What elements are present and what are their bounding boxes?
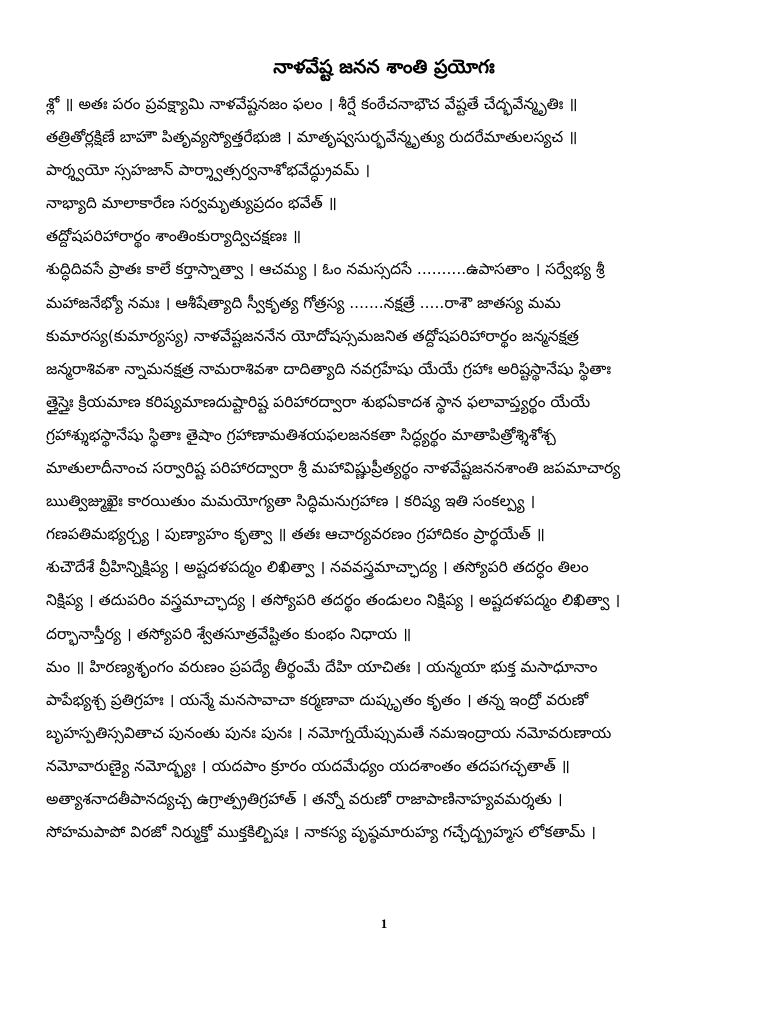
text-line: దర్భానాస్తీర్య । తస్యోపరి శ్వేతసూత్రవేష్టితం కుంభం నిధాయ ॥ [46, 624, 412, 643]
text-line: తద్దోషపరిహారార్థం శాంతింకుర్యాద్విచక్షణః ॥ [46, 227, 302, 246]
text-line: త్తైస్తైః క్రియమాణ కరిష్యమాణదుష్టారిష్ట పరిహారద్వారా శుభఏకాదశ స్థాన ఫలావాప్త్యర్థం యేయే [46, 392, 591, 411]
text-line: శుచౌదేశే వ్రీహిన్నిక్షిప్య । అష్టదళపద్మం లిఖిత్వా । నవవస్త్రమాచ్ఛాద్య । తస్యోపరి తదర్ధం తిలం [46, 558, 589, 577]
text-line: శ్లో ॥ అతః పరం ప్రవక్ష్యామి నాళవేష్టనజం ఫలం । శీర్షే కంఠేచనాభౌచ వేష్టతే చేద్భవేన్మృతిః ॥ [46, 95, 578, 113]
text-line: కుమారస్య(కుమార్యస్య) నాళవేష్టజననేన యోదోషస్సమజనిత తద్దోషపరిహారార్థం జన్మనక్షత్ర [46, 326, 579, 345]
document-title: నాళవేష్ట జనన శాంతి ప్రయోగః [273, 56, 495, 78]
text-line: బృహస్పతిస్సవితాచ పునంతు పునః పునః । నమోగ్నయేప్సుమతే నమఇంద్రాయ నమోవరుణాయ [46, 723, 612, 742]
text-line: తత్రితోర్లక్షిణే బాహౌ పితృవ్యస్యోత్తరేభుజి । మాతృష్వసుర్భవేన్మృత్యు రుదరేమాతులస్యచ ॥ [46, 128, 578, 147]
text-line: గణపతిమభ్యర్చ్య । పుణ్యాహం కృత్వా ॥ తతః ఆచార్యవరణం గ్రహాదికం ప్రార్థయేత్ ॥ [46, 525, 545, 544]
text-line: ఋత్విజ్ముఖైః కారయితుం మమయోగ్యతా సిద్ధిమనుగ్రహాణ । కరిష్య ఇతి సంకల్ప్య । [46, 492, 536, 511]
text-line: మహాజనేభ్యో నమః । ఆశీషేత్యాది స్వీకృత్య గోత్రస్య .......నక్షత్రే .....రాశౌ జాతస్య మమ [46, 293, 561, 312]
page-number: 1 [380, 916, 388, 931]
text-line: సోహమపాపో విరజో నిర్ముక్తో ముక్తకిల్బిషః । నాకస్య పృష్ఠమారుహ్య గచ్ఛేద్బ్రహ్మస లోకతామ్ । [46, 823, 597, 842]
document-body [46, 88, 736, 849]
text-line: పాపేభ్యశ్చ ప్రతిగ్రహః । యన్మే మనసావాచా కర్మణావా దుష్కృతం కృతం । తన్న ఇంద్రో వరుణో [46, 690, 589, 709]
text-line: నిక్షిప్య । తదుపరిం వస్త్రమాచ్ఛాద్య । తస్యోపరి తదర్థం తండులం నిక్షిప్య । అష్టదళపద్మం లిఖిత్వా । [46, 591, 621, 610]
text-line: పార్శ్వయో స్సహజాన్ పార్శ్వాత్సర్వనాశోభవేద్ధ్రువమ్ । [46, 161, 371, 180]
text-line: మం ॥ హిరణ్యశృంగం వరుణం ప్రపద్యే తీర్థంమే దేహి యాచితః । యన్మయా భుక్త మసాధూనాం [46, 657, 598, 676]
text-line: గ్రహాశ్శుభస్థానేషు స్థితాః తైషాం గ్రహాణామతిశయఫలజనకతా సిద్ధ్యర్థం మాతాపిత్రోశ్శిశోశ్చ [46, 425, 556, 444]
text-line: అత్యాశనాదతీపానద్యచ్చ ఉగ్రాత్ప్రతిగ్రహాత్ । తన్నో వరుణో రాజాపాణినాహ్యవమర్శతు । [46, 789, 563, 808]
text-line: మాతులాదీనాంచ సర్వారిష్ట పరిహారద్వారా శ్రీ మహావిష్ణుప్రీత్యర్థం నాళవేష్టజననశాంతి జపమాచార్య [46, 459, 621, 478]
text-line: శుద్ధిదివసే ప్రాతః కాలే కర్తాస్నాత్వా । ఆచమ్య । ఓం నమస్సదసే ..........ఉపాసతాం । సర్వేభ్య శ్రీ [46, 260, 605, 279]
text-line: నమోవారుణ్యై నమోద్భ్యః । యదపాం క్రూరం యదమేధ్యం యదశాంతం తదపగచ్ఛతాత్ ॥ [46, 756, 570, 775]
text-line: జన్మరాశివశా న్నామనక్షత్ర నామరాశివశా దాదిత్యాది నవగ్రహేషు యేయే గ్రహాః అరిష్టస్థానేషు స్థితాః [46, 359, 612, 378]
text-line: నాభ్యాది మాలాకారేణ సర్వమృత్యుప్రదం భవేత్ ॥ [46, 194, 337, 213]
